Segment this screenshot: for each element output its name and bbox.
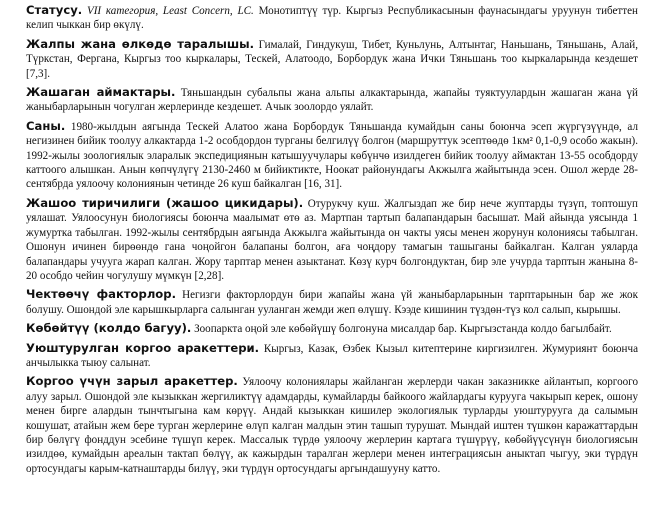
section-heading: Көбөйтүү (колдо багуу). [26, 321, 192, 336]
section-captive-breeding [26, 321, 638, 336]
section-text: Гималай, Гиндукуш, Тибет, Куньлунь, Алтынтаг, Наньшань, Тяньшань, Алай, Түркстан, Фергана, Кыргыз тоо кыркалары, Тескей, Алатоодо, Борбордук жана Ички Тяньшань тоо кыркаларында кездешет [7,3]. [26, 38, 638, 80]
section-text: Кыргыз, Казак, Өзбек Кызыл китептерине киргизилген. Жумуриянт боюнча анчылыкка тыюу салынат. [26, 342, 638, 369]
section-text: 1980-жылдын аягында Тескей Алатоо жана Борбордук Тяньшанда кумайдын саны боюнча эсеп жүргүзүүндө, ал негизинен бийик тоолуу алкактарда 1-2 особдордон турганы белгилүү болгон (маршруттук эсептөөдө 1км² 0,1-0,9 особо жакын). 1992-жылы зоологиялык эларалык экспедициянын катышуучулары көбүнчө изилдеген бийик тоолуу аймактан 13-55 особдорду каттоого алышкан. Анын көпчүлүгү 2130-2460 м бийиктикте, Ноокат районундагы Акжылга жайытында эсен. Ошол жерде 28-сентябрда уялоочу колониянын четинде 26 куш байкалган [16, 31]. [26, 120, 638, 191]
section-habitat [26, 85, 638, 115]
section-life-cycle [26, 196, 638, 283]
section-needed-actions [26, 374, 638, 476]
section-heading: Чектөөчү факторлор. [26, 287, 176, 302]
section-population [26, 119, 638, 192]
section-heading: Жашаган аймактары. [26, 85, 176, 100]
section-heading: Статусу. [26, 3, 83, 17]
status-category: VII категория, Least Concern, LC. [86, 5, 254, 17]
section-text: Зоопаркта оңой эле көбөйүшү болгонуна мисалдар бар. Кыргызстанда колдо багылбайт. [194, 323, 612, 336]
section-distribution [26, 37, 638, 81]
section-text: Уялоочу колониялары жайланган жерлерди чакан заказникке айлантып, коргоого алуу зарыл. Ошондой эле кызыккан жергиликтүү адамдарды, кумайларды байкоого жайлардагы курууга чакырып керек, ошону менен бирге алардын тынчтыгына кам көрүү. Андай кызыккан кишилер экологиялык турларды уюштурууга да салымын кошушат, атайын жем бере турган жерлерине өлүп калган малдын этин ташып турушат. Мындай иштен түшкөн каражаттардын бир бөлүгү фонддун эсебине түшүп керек. Массалык түрдө уялоочу жерлерин картага түшүрүү, көбөйүүсүнүн биологиясын изилдөө, кумайдын ареалын тактап бөлүү, ак кажырдын таралган жерлери менен интеграциясын аныктап чыгуу, эки түрдүн ортосундагы карым-катнаштарды билүү, эки түрдүн ортосундагы аргындашууну катто. [26, 376, 638, 475]
section-text: Монотиптүү түр. Кыргыз Республикасынын фаунасындагы уруунун тибеттен келип чыккан бир өкүлү. [26, 5, 638, 32]
section-heading: Коргоо үчүн зарыл аракеттер. [26, 374, 238, 389]
section-text: Тяньшандын субальпы жана альпы алкактарында, жапайы туяктуулардын жашаган жана үй жаныбарларынын чогулган жерлеринде кездешет. Ачык зоолордо уялайт. [26, 87, 638, 114]
section-heading: Саны. [26, 118, 66, 133]
section-status [26, 3, 638, 33]
section-protection-measures [26, 341, 638, 371]
section-text: Отурукчу куш. Жалгыздап же бир нече жуптарды түзүп, топтошуп уялашат. Уялоосунун биологиясы боюнча маалымат өтө аз. Мартпан тартып балапандарын басышат. Май айында уясында 1 жумуртка табылган. 1992-жылы сентябрдын аягында Акжылга жайытында он чакты уясы менен жорунун колониясы табылган. Ошонун ичинен бирөөндө гана чоңойгон балапаны болгон, аға чоңдору тамагын ташыганы байкалган. Калган уяларда балапандары учууга жарап калган. Жору тарптар менен азыктанат. Көзү курч болгондуктан, бир эле учурда тарптын жанына 8-20 особдо чейин чогулушу мүмкүн [2,28]. [26, 197, 638, 282]
document-page [26, 3, 638, 480]
section-heading: Жалпы жана өлкөдө таралышы. [26, 36, 255, 51]
section-heading: Уюштурулган коргоо аракеттери. [26, 340, 260, 355]
section-text: Негизги факторлордун бири жапайы жана үй жаныбарларынын тарптарынын бар же жок болушу. Ошондой эле карышкырларга салынган ууланган жемди жеп өлүшү. Кээде кишинин түздөн-түз кол салып, кырышы. [26, 289, 638, 316]
section-heading: Жашоо тиричилиги (жашоо цикидары). [26, 195, 304, 210]
section-limiting-factors [26, 287, 638, 317]
